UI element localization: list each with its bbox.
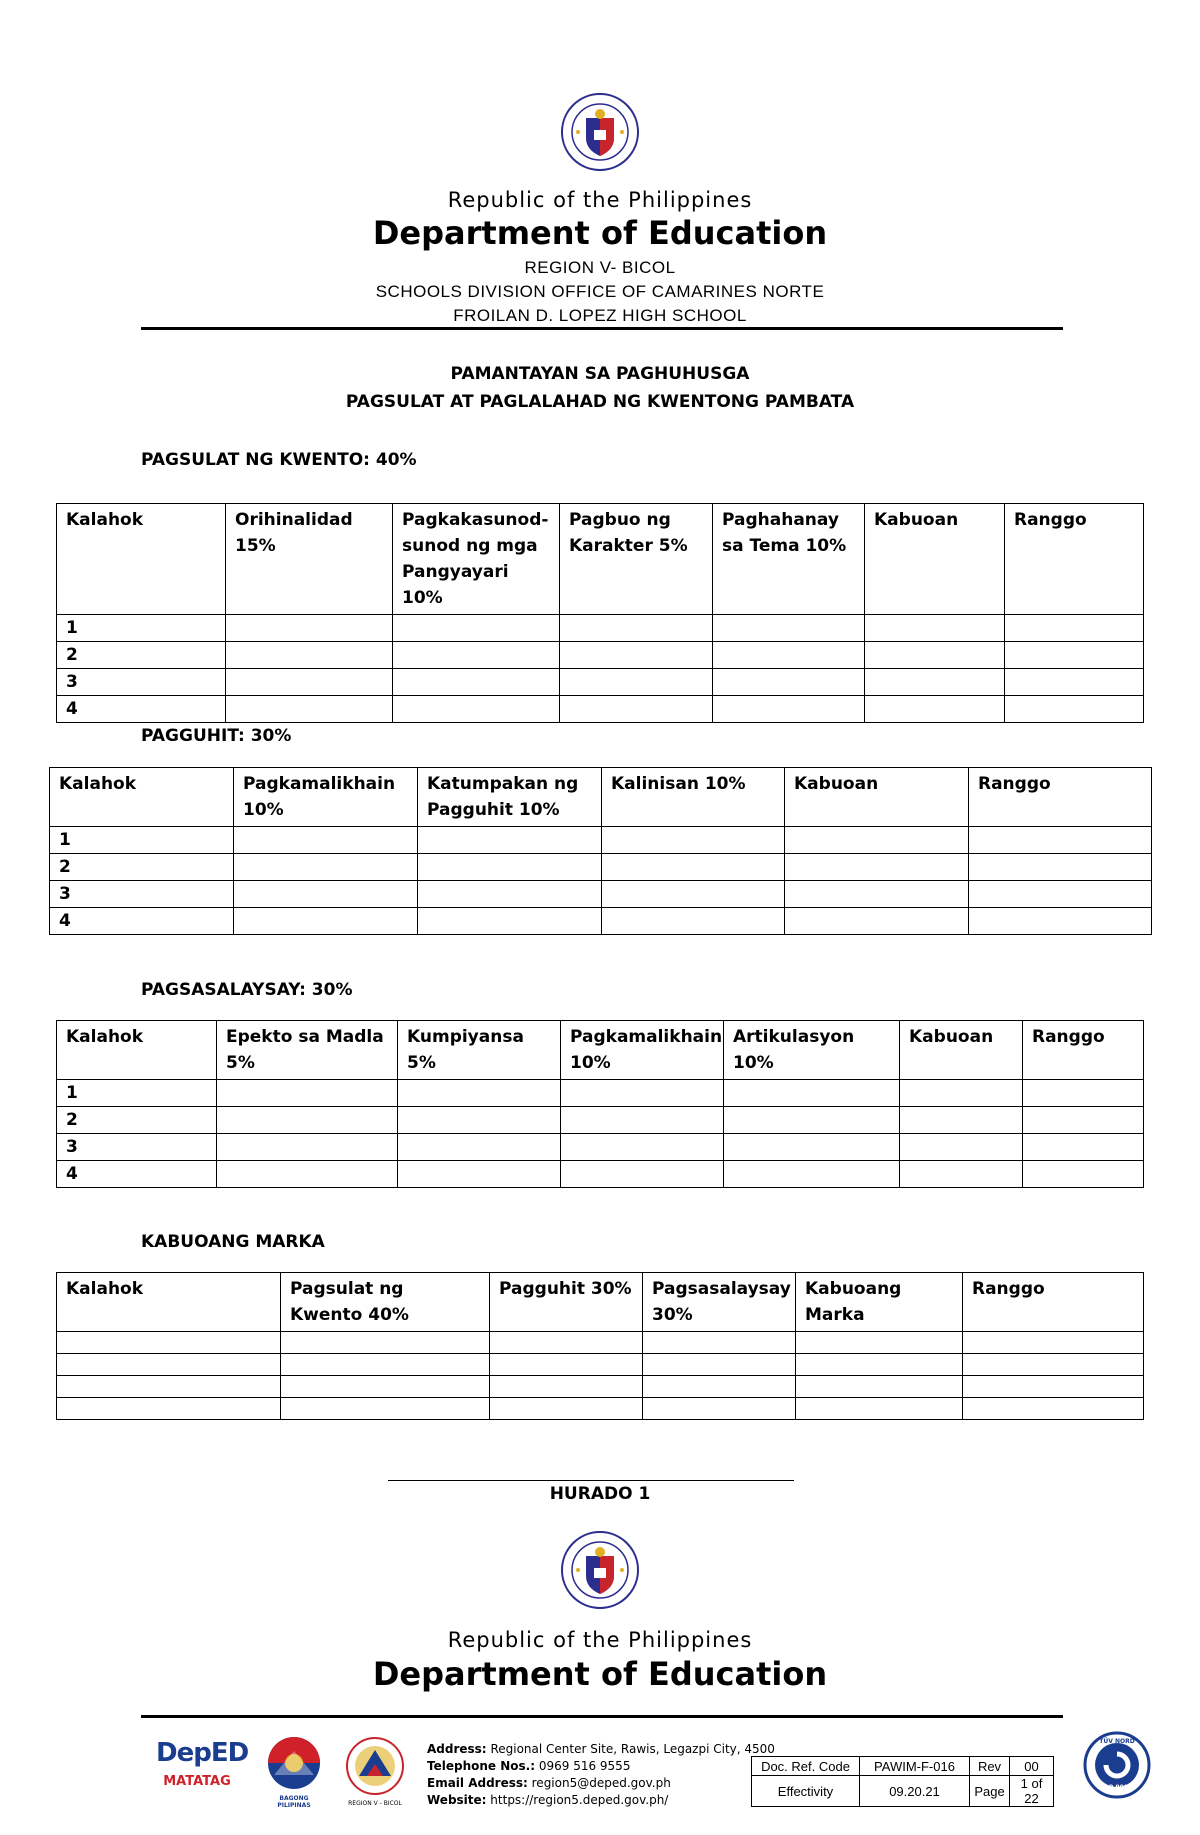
column-header: Kabuoan bbox=[865, 504, 1005, 615]
website-label: Website: bbox=[427, 1793, 487, 1807]
email-label: Email Address: bbox=[427, 1776, 528, 1790]
score-cell[interactable] bbox=[217, 1161, 398, 1188]
header-divider bbox=[141, 327, 1063, 330]
telephone-line bbox=[427, 1758, 775, 1775]
column-header: Pagkamalikhain 10% bbox=[234, 768, 418, 827]
score-cell[interactable] bbox=[900, 1080, 1023, 1107]
address-line bbox=[427, 1741, 775, 1758]
column-header: Pagsulat ng Kwento 40% bbox=[281, 1273, 490, 1332]
writing-score-table bbox=[56, 503, 1144, 723]
score-cell[interactable] bbox=[969, 854, 1152, 881]
table-row bbox=[57, 1080, 1144, 1107]
score-cell[interactable] bbox=[969, 827, 1152, 854]
rev-value: 00 bbox=[1010, 1757, 1054, 1776]
score-cell[interactable] bbox=[490, 1376, 643, 1398]
column-header: Kalahok bbox=[50, 768, 234, 827]
contestant-cell[interactable] bbox=[57, 1332, 281, 1354]
column-header: Kabuoang Marka bbox=[796, 1273, 963, 1332]
table-row bbox=[50, 881, 1152, 908]
table-row bbox=[57, 1332, 1144, 1354]
score-cell[interactable] bbox=[796, 1332, 963, 1354]
table-header-row bbox=[57, 1021, 1144, 1080]
score-cell[interactable] bbox=[724, 1134, 900, 1161]
table-row bbox=[57, 1107, 1144, 1134]
score-cell[interactable] bbox=[963, 1376, 1144, 1398]
score-cell[interactable] bbox=[602, 827, 785, 854]
score-cell[interactable] bbox=[713, 669, 865, 696]
score-cell[interactable] bbox=[418, 827, 602, 854]
score-cell[interactable] bbox=[963, 1398, 1144, 1420]
score-cell[interactable] bbox=[560, 696, 713, 723]
table-row bbox=[57, 1354, 1144, 1376]
table-row bbox=[57, 642, 1144, 669]
table-header-row bbox=[57, 1273, 1144, 1332]
score-cell[interactable] bbox=[713, 615, 865, 642]
contestant-number: 1 bbox=[50, 827, 234, 854]
score-cell[interactable] bbox=[418, 908, 602, 935]
doc-ref-table bbox=[751, 1756, 1054, 1807]
column-header: Artikulasyon 10% bbox=[724, 1021, 900, 1080]
column-header: Epekto sa Madla 5% bbox=[217, 1021, 398, 1080]
column-header: Kabuoan bbox=[900, 1021, 1023, 1080]
score-cell[interactable] bbox=[393, 696, 560, 723]
tuv-iso-logo bbox=[1082, 1730, 1152, 1810]
effectivity-value: 09.20.21 bbox=[860, 1776, 970, 1807]
table-row bbox=[57, 1161, 1144, 1188]
score-cell[interactable] bbox=[900, 1107, 1023, 1134]
score-cell[interactable] bbox=[865, 696, 1005, 723]
score-cell[interactable] bbox=[602, 881, 785, 908]
score-cell[interactable] bbox=[418, 881, 602, 908]
score-cell[interactable] bbox=[643, 1376, 796, 1398]
region-text: REGION V- BICOL bbox=[524, 258, 676, 277]
region-v-seal-icon bbox=[341, 1736, 409, 1796]
score-cell[interactable] bbox=[234, 827, 418, 854]
address-label: Address: bbox=[427, 1742, 487, 1756]
drawing-score-table bbox=[49, 767, 1152, 935]
website-value[interactable]: https://region5.deped.gov.ph/ bbox=[490, 1793, 669, 1807]
contestant-number: 3 bbox=[57, 1134, 217, 1161]
score-cell[interactable] bbox=[398, 1134, 561, 1161]
score-cell[interactable] bbox=[969, 908, 1152, 935]
table-header-row bbox=[50, 768, 1152, 827]
score-cell[interactable] bbox=[865, 642, 1005, 669]
score-cell[interactable] bbox=[602, 908, 785, 935]
contestant-number: 2 bbox=[57, 1107, 217, 1134]
storytelling-section-label: PAGSASALAYSAY: 30% bbox=[141, 980, 353, 1000]
address-value: Regional Center Site, Rawis, Legazpi City, 4500 bbox=[490, 1742, 775, 1756]
score-cell[interactable] bbox=[1005, 615, 1144, 642]
score-cell[interactable] bbox=[561, 1107, 724, 1134]
column-header: Katumpakan ng Pagguhit 10% bbox=[418, 768, 602, 827]
division-text: SCHOOLS DIVISION OFFICE OF CAMARINES NORTE bbox=[375, 282, 825, 301]
contestant-number: 1 bbox=[57, 1080, 217, 1107]
deped-seal-icon bbox=[560, 92, 640, 172]
score-cell[interactable] bbox=[1023, 1080, 1144, 1107]
score-cell[interactable] bbox=[713, 642, 865, 669]
contestant-cell[interactable] bbox=[57, 1354, 281, 1376]
score-cell[interactable] bbox=[393, 669, 560, 696]
score-cell[interactable] bbox=[398, 1107, 561, 1134]
table-header-row bbox=[57, 504, 1144, 615]
score-cell[interactable] bbox=[900, 1134, 1023, 1161]
doc-ref-label: Doc. Ref. Code bbox=[752, 1757, 860, 1776]
table-row bbox=[57, 696, 1144, 723]
column-header: Ranggo bbox=[969, 768, 1152, 827]
drawing-section-label: PAGGUHIT: 30% bbox=[141, 726, 292, 746]
footer-divider bbox=[141, 1715, 1063, 1718]
column-header: Pagkamalikhain 10% bbox=[561, 1021, 724, 1080]
column-header: Kumpiyansa 5% bbox=[398, 1021, 561, 1080]
score-cell[interactable] bbox=[785, 827, 969, 854]
score-cell[interactable] bbox=[490, 1398, 643, 1420]
column-header: Kabuoan bbox=[785, 768, 969, 827]
score-cell[interactable] bbox=[234, 908, 418, 935]
tuv-text: TÜV NORD bbox=[1099, 1738, 1135, 1745]
total-score-table bbox=[56, 1272, 1144, 1420]
score-cell[interactable] bbox=[963, 1354, 1144, 1376]
column-header: Pagbuo ng Karakter 5% bbox=[560, 504, 713, 615]
score-cell[interactable] bbox=[281, 1398, 490, 1420]
score-cell[interactable] bbox=[963, 1332, 1144, 1354]
score-cell[interactable] bbox=[796, 1398, 963, 1420]
score-cell[interactable] bbox=[234, 854, 418, 881]
column-header: Pagkakasunod-sunod ng mga Pangyayari 10% bbox=[393, 504, 560, 615]
score-cell[interactable] bbox=[226, 696, 393, 723]
score-cell[interactable] bbox=[1005, 642, 1144, 669]
score-cell[interactable] bbox=[643, 1398, 796, 1420]
deped-seal-icon bbox=[560, 1530, 640, 1610]
contestant-cell[interactable] bbox=[57, 1398, 281, 1420]
telephone-label: Telephone Nos.: bbox=[427, 1759, 536, 1773]
contestant-number: 4 bbox=[57, 696, 226, 723]
contestant-number: 4 bbox=[50, 908, 234, 935]
storytelling-score-table bbox=[56, 1020, 1144, 1188]
score-cell[interactable] bbox=[865, 615, 1005, 642]
column-header: Ranggo bbox=[963, 1273, 1144, 1332]
column-header: Kalahok bbox=[57, 1021, 217, 1080]
deped-matatag-logo bbox=[156, 1738, 249, 1804]
column-header: Ranggo bbox=[1005, 504, 1144, 615]
score-cell[interactable] bbox=[724, 1107, 900, 1134]
score-cell[interactable] bbox=[226, 642, 393, 669]
score-cell[interactable] bbox=[226, 669, 393, 696]
score-cell[interactable] bbox=[561, 1161, 724, 1188]
score-cell[interactable] bbox=[713, 696, 865, 723]
signature-line bbox=[388, 1480, 794, 1481]
region-v-logo bbox=[341, 1736, 409, 1806]
score-cell[interactable] bbox=[560, 669, 713, 696]
score-cell[interactable] bbox=[393, 642, 560, 669]
score-cell[interactable] bbox=[1005, 669, 1144, 696]
republic-heading: Republic of the Philippines bbox=[447, 188, 753, 212]
column-header: Pagsasalaysay 30% bbox=[643, 1273, 796, 1332]
table-row bbox=[57, 615, 1144, 642]
score-cell[interactable] bbox=[785, 881, 969, 908]
effectivity-label: Effectivity bbox=[752, 1776, 860, 1807]
iso-text: ISO 9001 bbox=[1101, 1784, 1133, 1791]
matatag-text: MATATAG bbox=[163, 1774, 231, 1789]
score-cell[interactable] bbox=[398, 1080, 561, 1107]
score-cell[interactable] bbox=[796, 1376, 963, 1398]
rev-label: Rev bbox=[970, 1757, 1010, 1776]
page-label: Page bbox=[970, 1776, 1010, 1807]
footer-department: Department of Education bbox=[372, 1655, 828, 1693]
footer-republic: Republic of the Philippines bbox=[447, 1628, 753, 1652]
score-cell[interactable] bbox=[217, 1080, 398, 1107]
doc-ref-value: PAWIM-F-016 bbox=[860, 1757, 970, 1776]
table-row bbox=[50, 854, 1152, 881]
table-row bbox=[57, 1398, 1144, 1420]
contestant-number: 2 bbox=[57, 642, 226, 669]
column-header: Ranggo bbox=[1023, 1021, 1144, 1080]
page-value: 1 of 22 bbox=[1010, 1776, 1054, 1807]
deped-logo-text: DepED bbox=[156, 1738, 249, 1768]
score-cell[interactable] bbox=[785, 908, 969, 935]
score-cell[interactable] bbox=[418, 854, 602, 881]
score-cell[interactable] bbox=[900, 1161, 1023, 1188]
score-cell[interactable] bbox=[490, 1354, 643, 1376]
contestant-number: 2 bbox=[50, 854, 234, 881]
score-cell[interactable] bbox=[643, 1354, 796, 1376]
bagong-pilipinas-logo bbox=[262, 1735, 326, 1807]
score-cell[interactable] bbox=[393, 615, 560, 642]
column-header: Kalahok bbox=[57, 1273, 281, 1332]
bagong-pilipinas-text: BAGONG PILIPINAS bbox=[277, 1795, 311, 1809]
column-header: Kalinisan 10% bbox=[602, 768, 785, 827]
score-cell[interactable] bbox=[281, 1332, 490, 1354]
score-cell[interactable] bbox=[785, 854, 969, 881]
score-cell[interactable] bbox=[796, 1354, 963, 1376]
effectivity-row bbox=[752, 1776, 1054, 1807]
telephone-value: 0969 516 9555 bbox=[538, 1759, 631, 1773]
website-line bbox=[427, 1792, 775, 1809]
contestant-cell[interactable] bbox=[57, 1376, 281, 1398]
contact-block bbox=[427, 1741, 775, 1809]
score-cell[interactable] bbox=[724, 1161, 900, 1188]
table-row bbox=[57, 1134, 1144, 1161]
column-header: Paghahanay sa Tema 10% bbox=[713, 504, 865, 615]
score-cell[interactable] bbox=[865, 669, 1005, 696]
score-cell[interactable] bbox=[490, 1332, 643, 1354]
score-cell[interactable] bbox=[561, 1134, 724, 1161]
score-cell[interactable] bbox=[1005, 696, 1144, 723]
score-cell[interactable] bbox=[398, 1161, 561, 1188]
column-header: Kalahok bbox=[57, 504, 226, 615]
table-row bbox=[50, 827, 1152, 854]
table-row bbox=[50, 908, 1152, 935]
score-cell[interactable] bbox=[217, 1107, 398, 1134]
score-cell[interactable] bbox=[1023, 1134, 1144, 1161]
email-line bbox=[427, 1775, 775, 1792]
score-cell[interactable] bbox=[234, 881, 418, 908]
score-cell[interactable] bbox=[226, 615, 393, 642]
score-cell[interactable] bbox=[1023, 1107, 1144, 1134]
contestant-number: 3 bbox=[57, 669, 226, 696]
table-row bbox=[57, 669, 1144, 696]
judge-label: HURADO 1 bbox=[549, 1484, 651, 1504]
contestant-number: 4 bbox=[57, 1161, 217, 1188]
email-value[interactable]: region5@deped.gov.ph bbox=[531, 1776, 671, 1790]
score-cell[interactable] bbox=[281, 1376, 490, 1398]
column-header: Pagguhit 30% bbox=[490, 1273, 643, 1332]
score-cell[interactable] bbox=[560, 642, 713, 669]
score-cell[interactable] bbox=[602, 854, 785, 881]
score-cell[interactable] bbox=[1023, 1161, 1144, 1188]
contestant-number: 3 bbox=[50, 881, 234, 908]
rubric-title: PAMANTAYAN SA PAGHUHUSGA bbox=[450, 364, 750, 384]
table-row bbox=[57, 1376, 1144, 1398]
bagong-pilipinas-icon bbox=[262, 1735, 326, 1791]
writing-section-label: PAGSULAT NG KWENTO: 40% bbox=[141, 450, 417, 470]
column-header: Orihinalidad 15% bbox=[226, 504, 393, 615]
score-cell[interactable] bbox=[643, 1332, 796, 1354]
score-cell[interactable] bbox=[969, 881, 1152, 908]
score-cell[interactable] bbox=[561, 1080, 724, 1107]
score-cell[interactable] bbox=[560, 615, 713, 642]
school-text: FROILAN D. LOPEZ HIGH SCHOOL bbox=[453, 306, 747, 325]
total-section-label: KABUOANG MARKA bbox=[141, 1232, 325, 1252]
region-v-text: REGION V - BICOL bbox=[348, 1800, 402, 1807]
contestant-number: 1 bbox=[57, 615, 226, 642]
department-heading: Department of Education bbox=[372, 214, 828, 252]
rubric-subtitle: PAGSULAT AT PAGLALAHAD NG KWENTONG PAMBATA bbox=[345, 392, 855, 412]
doc-ref-row bbox=[752, 1757, 1054, 1776]
score-cell[interactable] bbox=[217, 1134, 398, 1161]
score-cell[interactable] bbox=[281, 1354, 490, 1376]
score-cell[interactable] bbox=[724, 1080, 900, 1107]
